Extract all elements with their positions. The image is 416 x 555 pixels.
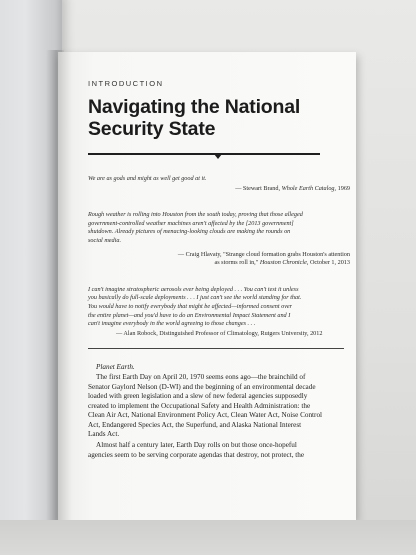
- body-text: [88, 363, 350, 460]
- title-rule: [88, 153, 320, 159]
- epigraph-quote: [88, 286, 350, 329]
- epigraph-attribution: [88, 185, 350, 194]
- body-line: Clean Air Act, National Environment Policy Act, Clean Water Act, Noise Control: [88, 411, 323, 420]
- body-line: The first Earth Day on April 20, 1970 seems eons ago—the brainchild of: [96, 372, 306, 381]
- quote-line: You would have to notify everybody that might be affected—informed consent over: [88, 302, 293, 310]
- body-lead: Planet Earth.: [96, 363, 135, 372]
- section-divider: [88, 348, 344, 349]
- book-page: [58, 52, 356, 520]
- attribution-line: — Craig Hlavaty, "Strange cloud formation grabs Houston's attention: [177, 250, 350, 258]
- quote-line: social media.: [88, 236, 121, 244]
- body-line: Lands Act.: [88, 430, 120, 439]
- table-foreground: [0, 520, 416, 555]
- quote-line: I can't imagine stratospheric aerosols ever being deployed . . . You can't test it unless: [88, 285, 299, 293]
- quote-line: government-controlled weather machines aren't affected by the [2013 government]: [88, 219, 294, 227]
- epigraph-3: [88, 286, 350, 339]
- quote-line: can't imagine everybody in the world agreeing to those changes . . .: [88, 320, 256, 328]
- epigraph-quote: We are as gods and might as well get good at it.: [88, 175, 207, 182]
- paragraph-2: [88, 441, 350, 460]
- body-line: created to implement the Occupational Safety and Health Administration: the: [88, 401, 311, 410]
- epigraph-attribution: — Alan Robock, Distinguished Professor of Climatology, Rutgers University, 2012: [116, 329, 323, 337]
- body-line: Senator Gaylord Nelson (D-WI) and the beginning of an environmental decade: [88, 382, 316, 391]
- paragraph-1: [88, 373, 350, 440]
- chapter-title-line1: Navigating the National: [88, 96, 301, 118]
- gutter-shade: [58, 52, 72, 520]
- body-line: agencies seem to be serving corporate agendas that destroy, not protect, the: [88, 450, 305, 459]
- page-content: [88, 79, 350, 460]
- body-line: loaded with green legislation and a slew of new federal agencies supposedly: [88, 392, 308, 401]
- title-rule-pointer: [214, 154, 222, 159]
- quote-line: Rough weather is rolling into Houston from the south today, proving that those alleged: [88, 211, 303, 219]
- attribution-year: , 1969: [334, 184, 350, 192]
- title-rule-bar: [88, 153, 320, 155]
- attribution-date: , October 1, 2013: [306, 259, 350, 267]
- quote-line: you basically do full-scale deployments . . . I just can't see the world standing for that.: [88, 294, 302, 302]
- attribution-work: Houston Chronicle: [259, 259, 307, 267]
- body-line: Almost half a century later, Earth Day rolls on but those once-hopeful: [96, 441, 297, 450]
- epigraph-quote: [88, 211, 350, 245]
- epigraph-2: [88, 211, 350, 268]
- epigraph-attribution: [88, 251, 350, 268]
- attribution-line: as storms roll in,": [214, 259, 260, 267]
- quote-line: the entire planet—and you'd have to do an Environmental Impact Statement and I: [88, 311, 291, 319]
- quote-line: shutdown. Already pictures of menacing-looking clouds are making the rounds on: [88, 228, 291, 236]
- chapter-title: [88, 96, 350, 140]
- attribution-author: — Stewart Brand,: [235, 184, 282, 192]
- chapter-title-line2: Security State: [88, 118, 216, 140]
- body-line: Act, Endangered Species Act, the Superfund, and Alaska National Interest: [88, 420, 302, 429]
- attribution-work: Whole Earth Catalog: [281, 184, 335, 192]
- chapter-eyebrow: INTRODUCTION: [88, 79, 164, 88]
- epigraph-1: [88, 175, 350, 193]
